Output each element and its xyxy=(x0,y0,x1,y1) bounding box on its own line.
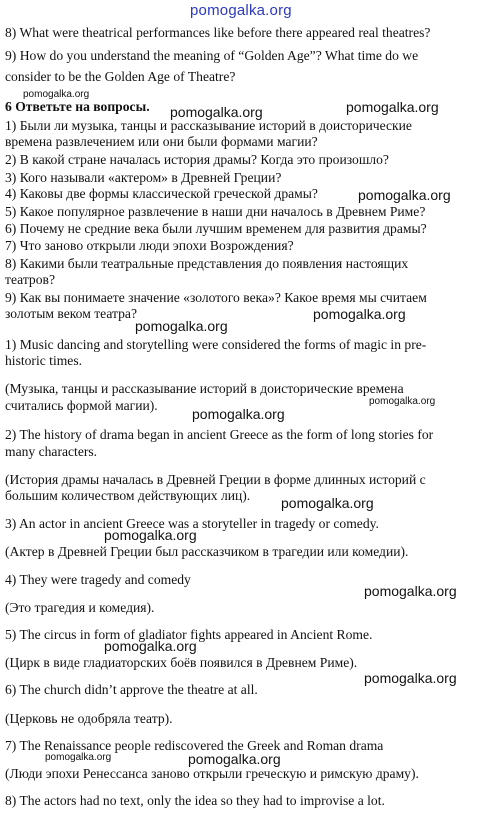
text-line: 4) They were tragedy and comedy xyxy=(5,572,191,587)
watermark: pomogalka.org xyxy=(192,406,285,422)
text-line: 2) В какой стране началась история драмы? Когда это произошло? xyxy=(5,152,389,167)
text-line: считались формой магии). xyxy=(5,398,158,413)
text-line: 1) Были ли музыка, танцы и рассказывание историй в доисторические xyxy=(5,118,412,133)
section-heading: 6 Ответьте на вопросы. xyxy=(5,99,150,114)
text-line: (Музыка, танцы и рассказывание историй в доисторические времена xyxy=(5,381,404,396)
text-line: (Актер в Древней Греции был рассказчиком в трагедии или комедии). xyxy=(5,544,409,559)
text-line: театров? xyxy=(5,272,55,287)
text-line: 6) Почему не средние века были лучшим временем для развития драмы? xyxy=(5,221,427,236)
watermark: pomogalka.org xyxy=(135,318,228,334)
text-line: (История драмы началась в Древней Греции в форме длинных историй с xyxy=(5,472,426,487)
watermark: pomogalka.org xyxy=(313,306,406,322)
text-line: historic times. xyxy=(5,353,83,368)
text-line: 8) What were theatrical performances like before there appeared real theatres? xyxy=(5,25,431,40)
text-line: 6) The church didn’t approve the theatre at all. xyxy=(5,682,258,697)
watermark: pomogalka.org xyxy=(364,670,457,686)
text-line: 2) The history of drama began in ancient Greece as the form of long stories for xyxy=(5,427,434,442)
watermark: pomogalka.org xyxy=(170,104,263,120)
text-line: большим количеством действующих лиц). xyxy=(5,488,251,503)
watermark: pomogalka.org xyxy=(104,638,197,654)
text-line: 1) Music dancing and storytelling were considered the forms of magic in pre- xyxy=(5,337,427,352)
watermark: pomogalka.org xyxy=(45,752,112,763)
watermark: pomogalka.org xyxy=(188,751,281,767)
text-line: (Люди эпохи Ренессанса заново открыли греческую и римскую драму). xyxy=(5,766,419,781)
text-line: (Это трагедия и комедия). xyxy=(5,600,155,615)
text-line: золотым веком театра? xyxy=(5,306,138,321)
text-line: 9) How do you understand the meaning of “Golden Age”? What time do we xyxy=(5,48,419,63)
text-line: (Церковь не одобряла театр). xyxy=(5,711,173,726)
text-line: 3) Кого называли «актером» в Древней Греции? xyxy=(5,170,282,185)
text-line: 7) The Renaissance people rediscovered the Greek and Roman drama xyxy=(5,738,384,753)
text-line: 7) Что заново открыли люди эпохи Возрождения? xyxy=(5,238,294,253)
watermark: pomogalka.org xyxy=(281,495,374,511)
text-line: 9) Как вы понимаете значение «золотого века»? Какое время мы считаем xyxy=(5,290,427,305)
watermark: pomogalka.org xyxy=(358,187,451,203)
watermark: pomogalka.org xyxy=(346,99,439,115)
text-line: 5) The circus in form of gladiator fights appeared in Ancient Rome. xyxy=(5,627,373,642)
watermark: pomogalka.org xyxy=(104,527,197,543)
text-line: many characters. xyxy=(5,444,98,459)
header-watermark: pomogalka.org xyxy=(190,2,292,19)
text-line: 8) Какими были театральные представления до появления настоящих xyxy=(5,256,409,271)
text-line: (Цирк в виде гладиаторских боёв появился в Древнем Риме). xyxy=(5,655,358,670)
watermark: pomogalka.org xyxy=(23,89,90,100)
watermark: pomogalka.org xyxy=(364,583,457,599)
text-line: 5) Какое популярное развлечение в наши дни началось в Древнем Риме? xyxy=(5,204,426,219)
text-line: времена развлечением или они были формами магии? xyxy=(5,134,318,149)
text-line: 3) An actor in ancient Greece was a storyteller in tragedy or comedy. xyxy=(5,516,379,531)
text-line: 8) The actors had no text, only the idea so they had to improvise a lot. xyxy=(5,793,385,808)
text-line: consider to be the Golden Age of Theatre? xyxy=(5,69,236,84)
watermark: pomogalka.org xyxy=(369,396,436,407)
text-line: 4) Каковы две формы классической греческой драмы? xyxy=(5,186,318,201)
